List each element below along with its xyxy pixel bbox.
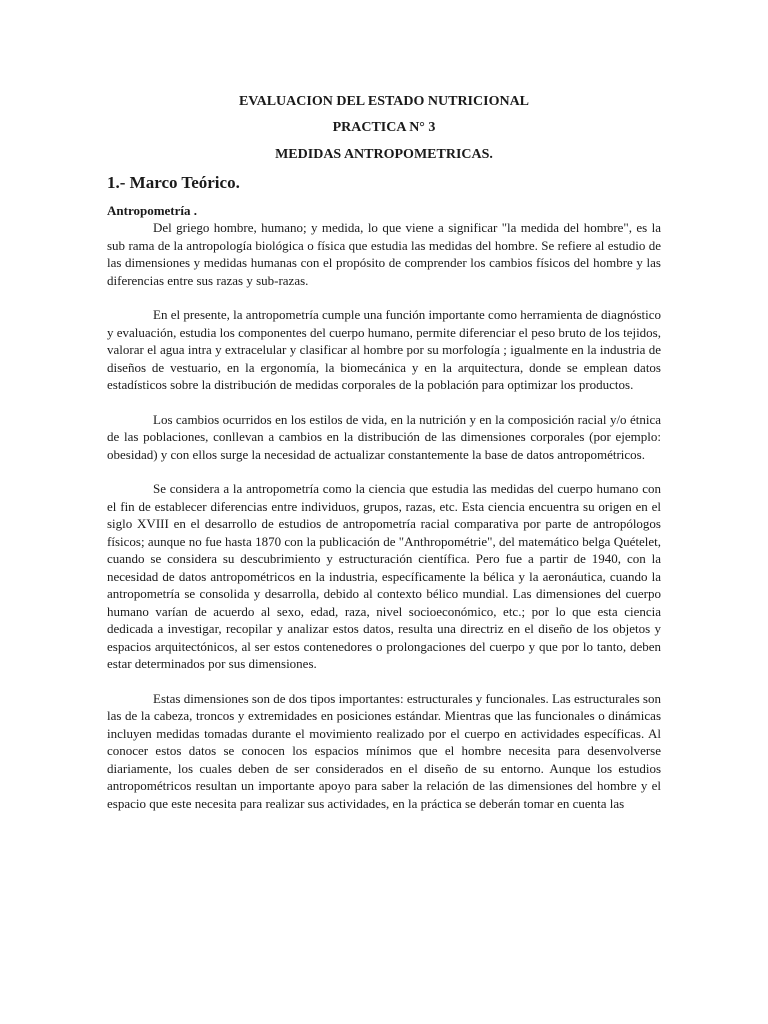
document-subtitle: MEDIDAS ANTROPOMETRICAS. [275, 147, 493, 162]
section-heading: 1.- Marco Teórico. [107, 173, 240, 192]
paragraph: En el presente, la antropometría cumple una función importante como herramienta de diagnóstico y evaluación, estudia los componentes del cuerpo humano, permite diferenciar el peso bruto de los tejidos, valorar el agua intra y extracelular y clasificar al hombre por su morfología ; igualmente en la industria de diseños de vestuario, en la ergonomía, la biomecánica y en la arquitectura, donde se emplean datos estadísticos sobre la distribución de medidas corporales de la población para optimizar los productos. [107, 307, 661, 392]
paragraph: Estas dimensiones son de dos tipos importantes: estructurales y funcionales. Las estructurales son las de la cabeza, troncos y extremidades en posiciones estándar. Mientras que las funcionales o dinámicas incluyen medidas tomadas durante el movimiento realizado por el cuerpo en actividades específicas. Al conocer estos datos se conocen los espacios mínimos que el hombre necesita para desenvolverse diariamente, los cuales deben de ser considerados en el diseño de su entorno. Aunque los estudios antropométricos resultan un importante apoyo para saber la relación de las dimensiones del hombre y el espacio que este necesita para realizar sus actividades, en la práctica se deberán tomar en cuenta las [107, 690, 661, 811]
subsection-heading: Antropometría . [107, 203, 198, 218]
document-title: EVALUACION DEL ESTADO NUTRICIONAL [238, 94, 530, 109]
paragraph: Se considera a la antropometría como la ciencia que estudia las medidas del cuerpo humano con el fin de establecer diferencias entre individuos, grupos, razas, etc. Esta ciencia encuentra su origen en el siglo XVIII en el desarrollo de estudios de antropometría racial comparativa por parte de antropólogos físicos; aunque no fue hasta 1870 con la publicación de "Anthropométrie", del matemático belga Quételet, cuando se considera su descubrimiento y estructuración científica. Pero fue a partir de 1940, con la necesidad de datos antropométricos en la industria, específicamente la bélica y la aeronáutica, cuando la antropometría se consolida y desarrolla, debido al contexto bélico mundial. Las dimensiones del cuerpo humano varían de acuerdo al sexo, edad, raza, nivel socioeconómico, etc.; por lo que esta ciencia dedicada a investigar, recopilar y analizar estos datos, resulta una directriz en el diseño de los objetos y espacios arquitectónicos, al ser estos contenedores o prolongaciones del cuerpo y que por lo tanto, deben estar determinados por sus dimensiones. [107, 481, 661, 671]
document-page [107, 94, 661, 829]
paragraph: Del griego hombre, humano; y medida, lo que viene a significar "la medida del hombre", es la sub rama de la antropología biológica o física que estudia las medidas del hombre. Se refiere al estudio de las dimensiones y medidas humanas con el propósito de comprender los cambios físicos del hombre y las diferencias entre sus razas y sub-razas. [107, 220, 661, 288]
paragraph: Los cambios ocurridos en los estilos de vida, en la nutrición y en la composición racial y/o étnica de las poblaciones, conllevan a cambios en la distribución de las dimensiones corporales (por ejemplo: obesidad) y con ellos surge la necesidad de actualizar constantemente la base de datos antropométricos. [107, 411, 661, 462]
practice-number: PRACTICA N° 3 [332, 120, 436, 135]
